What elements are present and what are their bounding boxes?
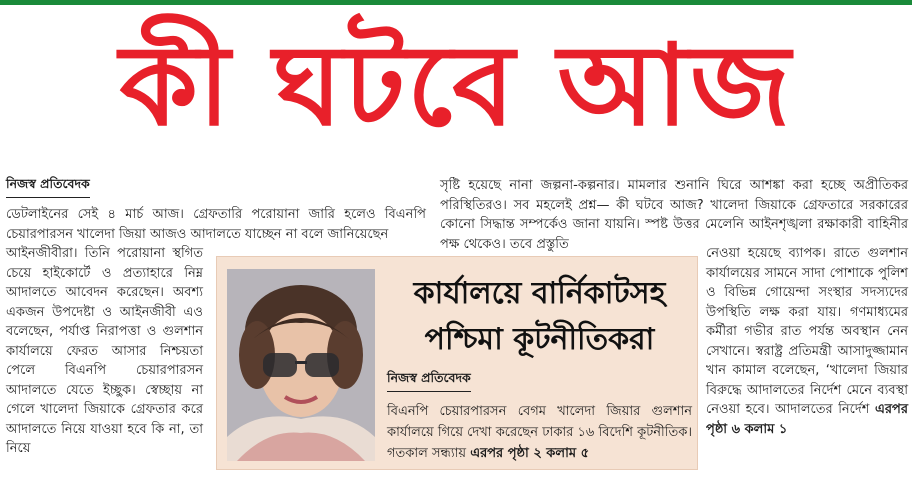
inset-body xyxy=(387,401,692,464)
right-column-narrow xyxy=(706,244,908,439)
inset-headline xyxy=(387,271,692,363)
right-top-text: সৃষ্টি হয়েছে নানা জল্পনা-কল্পনার। মামলার শুনানি ঘিরে আশঙ্কা করা হচ্ছে অপ্রীতিকর পরিস্থিতিরও। সব মহলেই প্রশ্ন— কী ঘটবে আজ? খালেদা জিয়াকে গ্রেফতারে সরকারের কোনো সিদ্ধান্ত সম্পর্কেও জানা যায়নি। স্পষ্ট উত্তর মেলেনি আইনশৃঙ্খলা রক্ষাকারী বাহিনীর পক্ষ থেকেও। তবে প্রস্তুতি xyxy=(440,178,908,252)
right-narrow-text: নেওয়া হয়েছে ব্যাপক। রাতে গুলশান কার্যালয়ের সামনে সাদা পোশাকে পুলিশ ও বিভিন্ন গোয়েন্দা সংস্থার সদস্যদের উপস্থিতি লক্ষ করা যায়। গণমাধ্যমের কর্মীরা গভীর রাত পর্যন্ত অবস্থান নেন সেখানে। স্বরাষ্ট্র প্রতিমন্ত্রী আসাদুজ্জামান খান কামাল বলেছেন, ‘খালেদা জিয়ার বিরুদ্ধে আদালতের নির্দেশ মেনে ব্যবস্থা নেওয়া হবে। আদালতের নির্দেশ xyxy=(706,246,908,417)
right-column-top xyxy=(440,176,908,254)
right-narrow-body xyxy=(706,244,908,439)
inset-jump-link[interactable]: এরপর পৃষ্ঠা ২ কলাম ৫ xyxy=(470,446,590,461)
inset-story-box xyxy=(216,256,698,470)
inset-headline-line1: কার্যালয়ে বার্নিকাটসহ xyxy=(413,276,666,311)
inset-byline xyxy=(387,367,471,392)
main-headline: কী ঘটবে আজ xyxy=(119,21,793,151)
left-column-narrow xyxy=(6,244,203,459)
inset-body-paragraph xyxy=(387,401,692,464)
main-byline xyxy=(6,173,90,198)
left-narrow-text: আইনজীবীরা। তিনি পরোয়ানা স্থগিত চেয়ে হাইকোর্টে ও প্রত্যাহারে নিম্ন আদালতে আবেদন করেছেন। অবশ্য একজন উপদেষ্টা ও আইনজীবী এও বলেছেন, পর্যাপ্ত নিরাপত্তা ও গুলশান কার্যালয়ে ফেরত আসার নিশ্চয়তা পেলে বিএনপি চেয়ারপারসন আদালতে যেতে ইচ্ছুক। স্বেচ্ছায় না গেলে খালেদা জিয়াকে গ্রেফতার করে আদালতে নিয়ে যাওয়া হবে কি না, তা নিয়ে xyxy=(6,246,203,456)
left-column-top xyxy=(6,205,426,244)
portrait-illustration xyxy=(227,269,375,461)
top-green-rule xyxy=(0,0,912,5)
inset-byline-text: নিজস্ব প্রতিবেদক xyxy=(387,370,471,392)
inset-body-text: বিএনপি চেয়ারপারসন বেগম খালেদা জিয়ার গুলশান কার্যালয়ে গিয়ে দেখা করেছেন ঢাকার ১৬ বিদেশি কূটনীতিক। গতকাল সন্ধ্যায় xyxy=(387,404,692,461)
portrait-photo xyxy=(227,269,375,461)
left-top-text: ডেটলাইনের সেই ৪ মার্চ আজ। গ্রেফতারি পরোয়ানা জারি হলেও বিএনপি চেয়ারপারসন খালেদা জিয়া আজও আদালতে যাচ্ছেন না বলে জানিয়েছেন xyxy=(6,207,426,242)
inset-headline-line2: পশ্চিমা কূটনীতিকরা xyxy=(424,322,655,357)
right-jump-link[interactable]: এরপর পৃষ্ঠা ৬ কলাম ১ xyxy=(706,402,908,437)
main-byline-text: নিজস্ব প্রতিবেদক xyxy=(6,176,90,198)
